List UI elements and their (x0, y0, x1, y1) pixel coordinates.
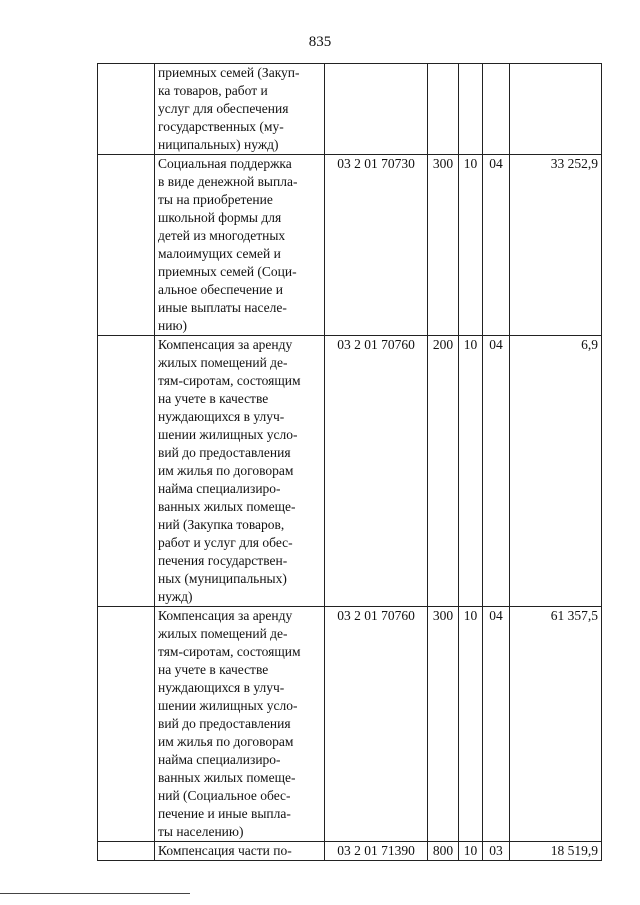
page-number: 835 (308, 34, 332, 50)
target-code-cell (325, 64, 428, 155)
target-code-cell: 03 2 01 71390 (325, 842, 428, 861)
expense-type-cell (428, 64, 459, 155)
item-name-cell: Компенсация за аренду жилых помещений де- тям-сиротам, состоящим на учете в качестве нуждающихся в улуч- шении жилищных усло- вий до предоставления им жилья по договорам найма специализиро- ванных жилых помеще- ний (Социальное обес- печение и иные выпла- ты населению) (155, 607, 325, 842)
amount-cell: 61 357,5 (510, 607, 602, 842)
amount-cell: 6,9 (510, 336, 602, 607)
budget-table (97, 63, 602, 861)
target-code-cell: 03 2 01 70730 (325, 155, 428, 336)
item-name-cell: Социальная поддержка в виде денежной выпла- ты на приобретение школьной формы для детей из многодетных малоимущих семей и приемных семей (Соци- альное обеспечение и иные выплаты населе- нию) (155, 155, 325, 336)
table-row (98, 336, 602, 607)
row-number-cell (98, 607, 155, 842)
amount-cell: 33 252,9 (510, 155, 602, 336)
section-cell: 10 (459, 155, 483, 336)
item-name-cell: Компенсация за аренду жилых помещений де- тям-сиротам, состоящим на учете в качестве нуждающихся в улуч- шении жилищных усло- вий до предоставления им жилья по договорам найма специализиро- ванных жилых помеще- ний (Закупка товаров, работ и услуг для обес- печения государствен- ных (муниципальных) нужд) (155, 336, 325, 607)
expense-type-cell: 300 (428, 607, 459, 842)
table-row (98, 155, 602, 336)
section-cell: 10 (459, 842, 483, 861)
section-cell (459, 64, 483, 155)
target-code-cell: 03 2 01 70760 (325, 607, 428, 842)
item-name-cell: Компенсация части по- (155, 842, 325, 861)
subsection-cell: 03 (483, 842, 510, 861)
subsection-cell: 04 (483, 336, 510, 607)
amount-cell: 18 519,9 (510, 842, 602, 861)
section-cell: 10 (459, 607, 483, 842)
item-name-cell: приемных семей (Закуп- ка товаров, работ и услуг для обеспечения государственных (му- ниципальных) нужд) (155, 64, 325, 155)
expense-type-cell: 300 (428, 155, 459, 336)
footnote-divider (0, 893, 190, 894)
amount-cell (510, 64, 602, 155)
row-number-cell (98, 155, 155, 336)
expense-type-cell: 800 (428, 842, 459, 861)
subsection-cell: 04 (483, 155, 510, 336)
row-number-cell (98, 842, 155, 861)
subsection-cell (483, 64, 510, 155)
row-number-cell (98, 64, 155, 155)
row-number-cell (98, 336, 155, 607)
subsection-cell: 04 (483, 607, 510, 842)
target-code-cell: 03 2 01 70760 (325, 336, 428, 607)
section-cell: 10 (459, 336, 483, 607)
table-row (98, 607, 602, 842)
expense-type-cell: 200 (428, 336, 459, 607)
table-row (98, 842, 602, 861)
table-row (98, 64, 602, 155)
